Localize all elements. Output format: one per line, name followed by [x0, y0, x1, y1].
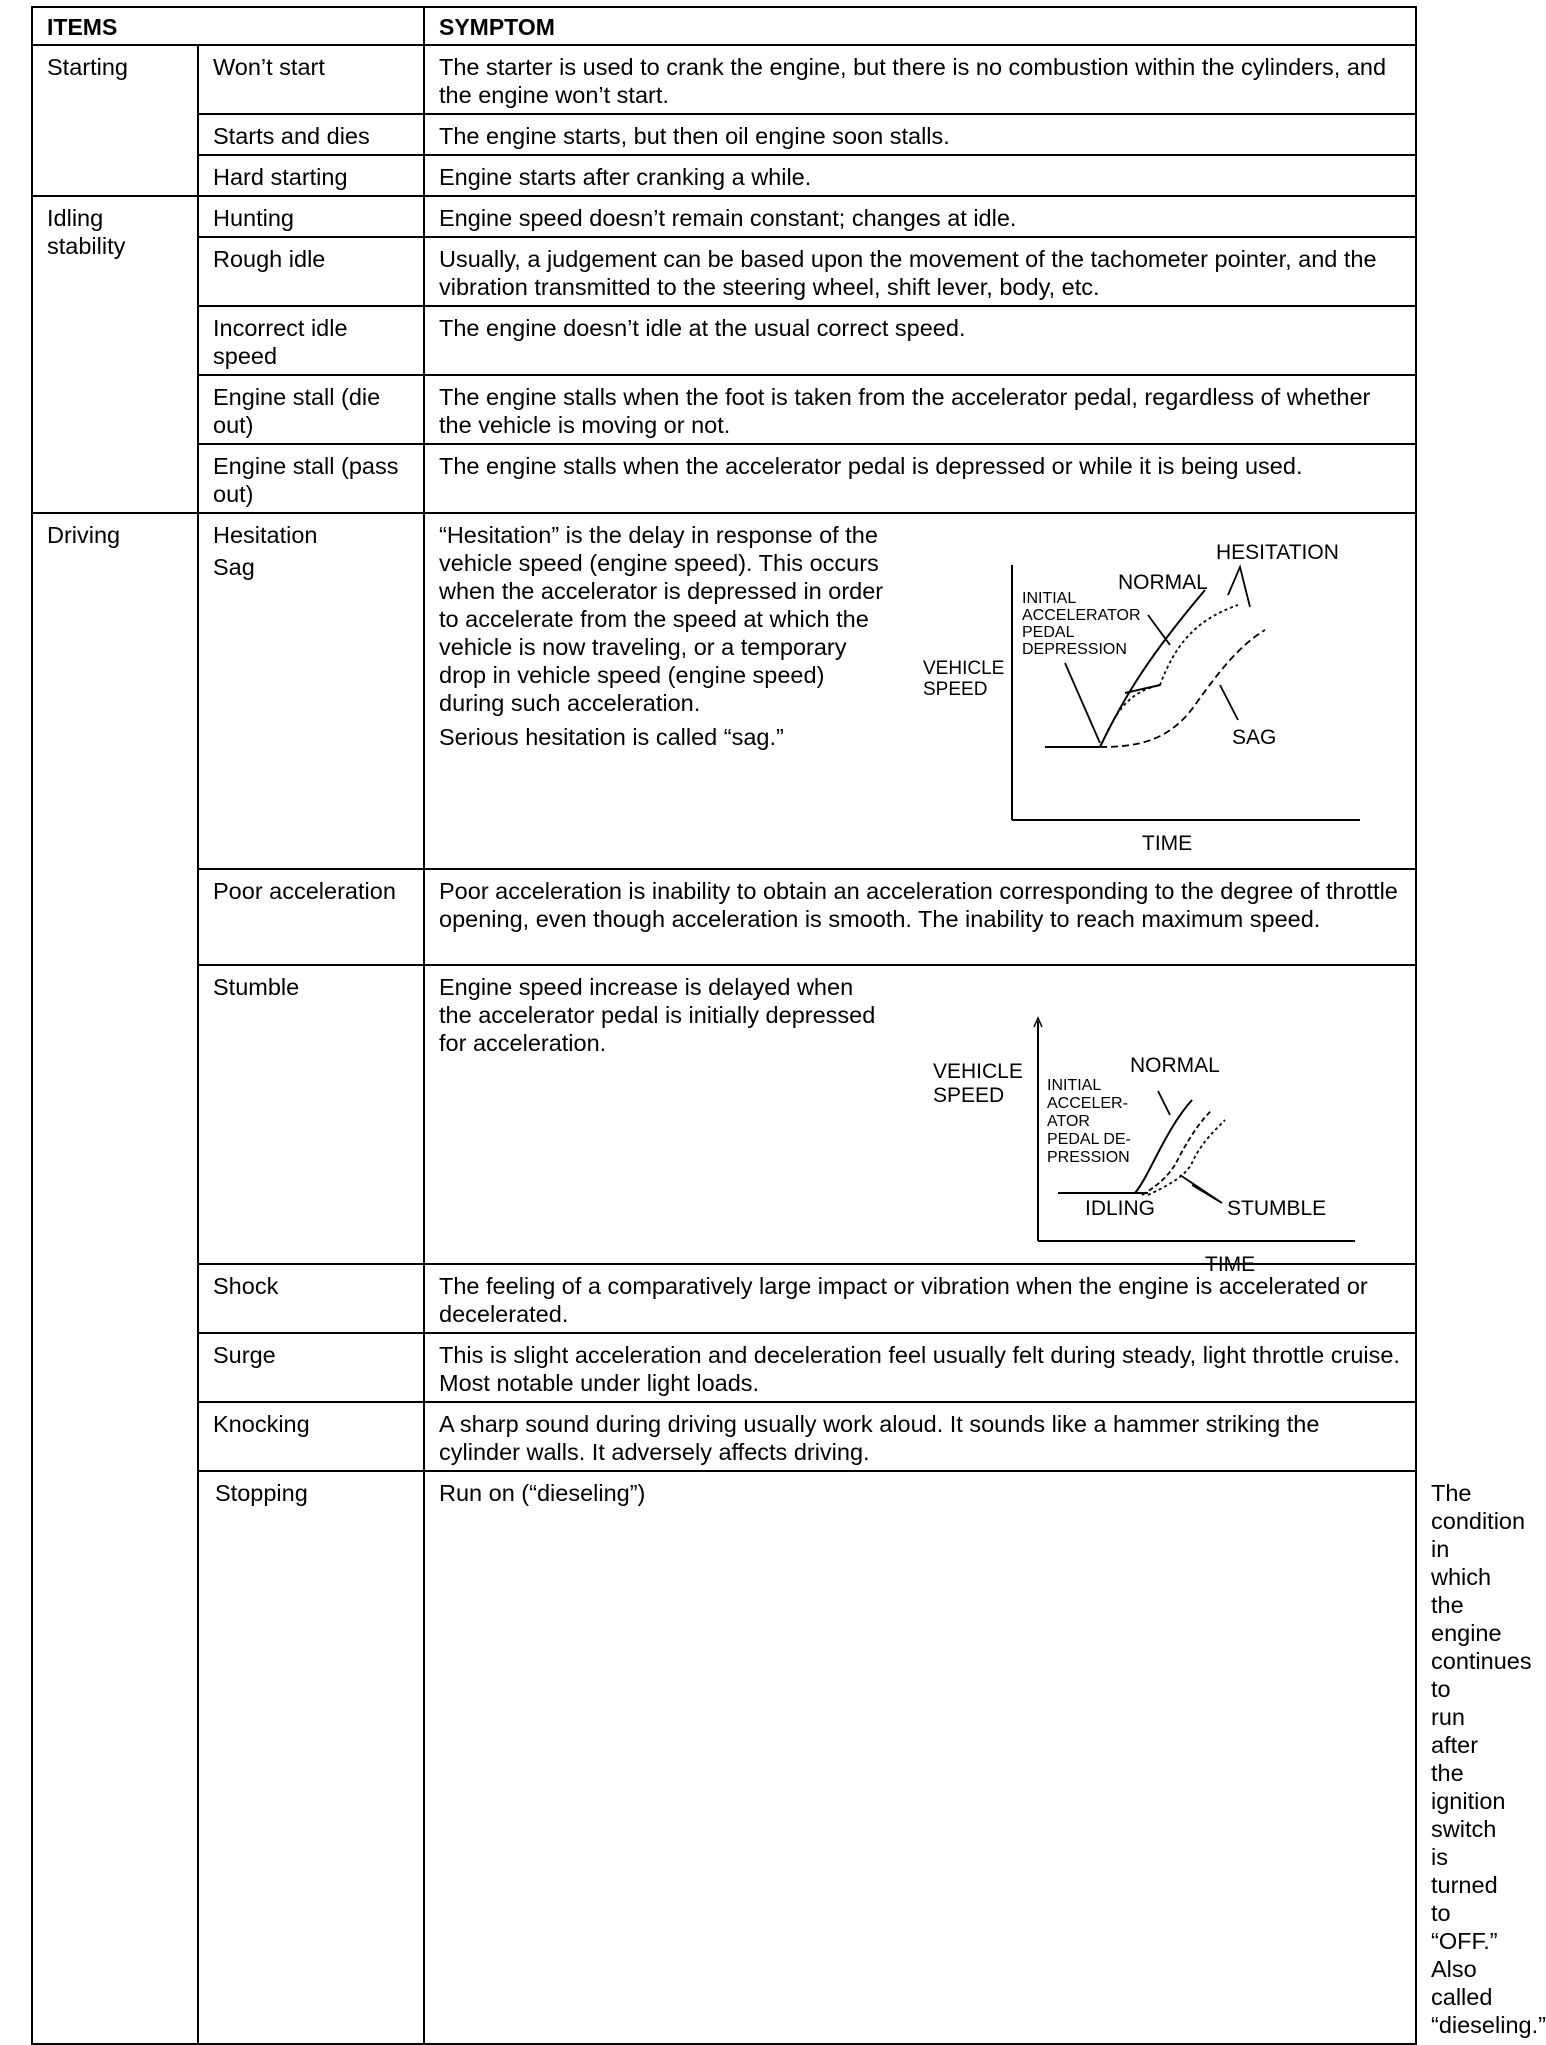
table-row: [32, 237, 1416, 306]
normal-leader: [1158, 1091, 1170, 1115]
vehicle-label: VEHICLE: [933, 1060, 1023, 1083]
item-cell: Incorrect idle speed: [198, 306, 424, 375]
initial-label-1: INITIAL: [1047, 1077, 1102, 1094]
initial-label-3: PEDAL: [1022, 624, 1075, 641]
group-stopping: Stopping: [198, 1471, 424, 2044]
symptom-cell: The engine doesn’t idle at the usual correct speed.: [424, 306, 1416, 375]
item-cell: Hard starting: [198, 155, 424, 196]
group-idling: Idling stability: [32, 196, 198, 513]
symptom-cell: The starter is used to crank the engine, but there is no combustion within the cylinders, and the engine won’t start.: [424, 45, 1416, 114]
speed-label: SPEED: [933, 1084, 1005, 1107]
item-cell: Run on (“dieseling”): [424, 1471, 1416, 2044]
symptom-cell: A sharp sound during driving usually work aloud. It sounds like a hammer striking the cylinder walls. It adversely affects driving.: [424, 1402, 1416, 1471]
item-cell: Poor acceleration: [198, 869, 424, 965]
hesitation-label: HESITATION: [1216, 541, 1339, 564]
initial-label-2: ACCELERATOR: [1022, 607, 1141, 624]
stumble-leader: [1180, 1175, 1222, 1203]
symptom-text-2: Serious hesitation is called “sag.”: [439, 724, 784, 750]
item-cell: Engine stall (pass out): [198, 444, 424, 513]
initial-label-3: ATOR: [1047, 1113, 1090, 1130]
item-cell: Hunting: [198, 196, 424, 237]
vehicle-label: VEHICLE: [923, 658, 1005, 679]
item-cell: Stumble: [198, 965, 424, 1264]
symptom-cell: The engine stalls when the accelerator pedal is depressed or while it is being used.: [424, 444, 1416, 513]
sag-label: SAG: [1232, 726, 1277, 749]
symptom-cell: The feeling of a comparatively large impact or vibration when the engine is accelerated or decelerated.: [424, 1264, 1416, 1333]
symptom-cell: This is slight acceleration and deceleration feel usually felt during steady, light throttle cruise. Most notable under light loads.: [424, 1333, 1416, 1402]
initial-label-5: PRESSION: [1047, 1149, 1130, 1166]
item-cell: Rough idle: [198, 237, 424, 306]
table-row: [32, 375, 1416, 444]
header-row: [32, 7, 1416, 45]
time-label: TIME: [1142, 832, 1193, 855]
initial-label-1: INITIAL: [1022, 590, 1077, 607]
group-starting: Starting: [32, 45, 198, 196]
initial-leader: [1065, 663, 1100, 743]
hesitation-leader: [1228, 567, 1250, 607]
items-header: ITEMS: [32, 7, 424, 45]
speed-label: SPEED: [923, 679, 988, 700]
normal-leader: [1148, 615, 1170, 645]
stumble-curve-1: [1142, 1110, 1212, 1195]
table-row: [32, 196, 1416, 237]
table-row: [32, 45, 1416, 114]
group-driving: Driving: [32, 513, 198, 2044]
initial-label-2: ACCELER-: [1047, 1095, 1128, 1112]
table-row: [32, 306, 1416, 375]
item-cell: Won’t start: [198, 45, 424, 114]
normal-label: NORMAL: [1130, 1054, 1220, 1077]
table-row: [32, 869, 1416, 965]
hesitation-sag-diagram: [920, 535, 1400, 865]
symptom-cell: Poor acceleration is inability to obtain an acceleration corresponding to the degree of throttle opening, even though acceleration is smooth. The inability to reach maximum speed.: [424, 869, 1416, 965]
stumble-label: STUMBLE: [1227, 1197, 1327, 1220]
table-row: [32, 114, 1416, 155]
symptom-cell: Usually, a judgement can be based upon the movement of the tachometer pointer, and the vibration transmitted to the steering wheel, shift lever, body, etc.: [424, 237, 1416, 306]
sag-leader: [1220, 685, 1238, 720]
symptom-cell: The engine starts, but then oil engine soon stalls.: [424, 114, 1416, 155]
item-cell: Shock: [198, 1264, 424, 1333]
item-cell: Surge: [198, 1333, 424, 1402]
item-cell: Knocking: [198, 1402, 424, 1471]
idling-label: IDLING: [1085, 1197, 1156, 1220]
initial-label-4: PEDAL DE-: [1047, 1131, 1131, 1148]
symptom-text: “Hesitation” is the delay in response of the vehicle speed (engine speed). This occurs when the accelerator is depressed in order to accelerate from the speed at which the vehicle is now traveling, or a temporary drop in vehicle speed (engine speed) during such acceleration.: [439, 522, 884, 716]
symptom-header: SYMPTOM: [424, 7, 1416, 45]
initial-label-4: DEPRESSION: [1022, 641, 1127, 658]
normal-label: NORMAL: [1118, 571, 1208, 594]
table-row: [32, 444, 1416, 513]
symptom-cell: Engine starts after cranking a while.: [424, 155, 1416, 196]
item-hesitation: Hesitation: [213, 522, 318, 548]
item-sag: Sag: [213, 554, 255, 580]
symptom-cell: The engine stalls when the foot is taken from the accelerator pedal, regardless of whether the vehicle is moving or not.: [424, 375, 1416, 444]
item-cell: Engine stall (die out): [198, 375, 424, 444]
table-row: [32, 1402, 1416, 1471]
item-cell: Starts and dies: [198, 114, 424, 155]
table-row: [32, 1333, 1416, 1402]
table-row: Stopping Run on (“dieseling”) The condition in which the engine continues to run after the ignition switch is turned to “OFF.” Also called “dieseling.”: [32, 1471, 1416, 2044]
time-label: TIME: [1205, 1253, 1256, 1276]
symptom-text: Engine speed increase is delayed when the accelerator pedal is initially depressed for acceleration.: [439, 974, 876, 1056]
stumble-diagram: [930, 1015, 1400, 1290]
item-cell: [198, 513, 424, 869]
symptom-cell: Engine speed doesn’t remain constant; changes at idle.: [424, 196, 1416, 237]
table-row: [32, 155, 1416, 196]
